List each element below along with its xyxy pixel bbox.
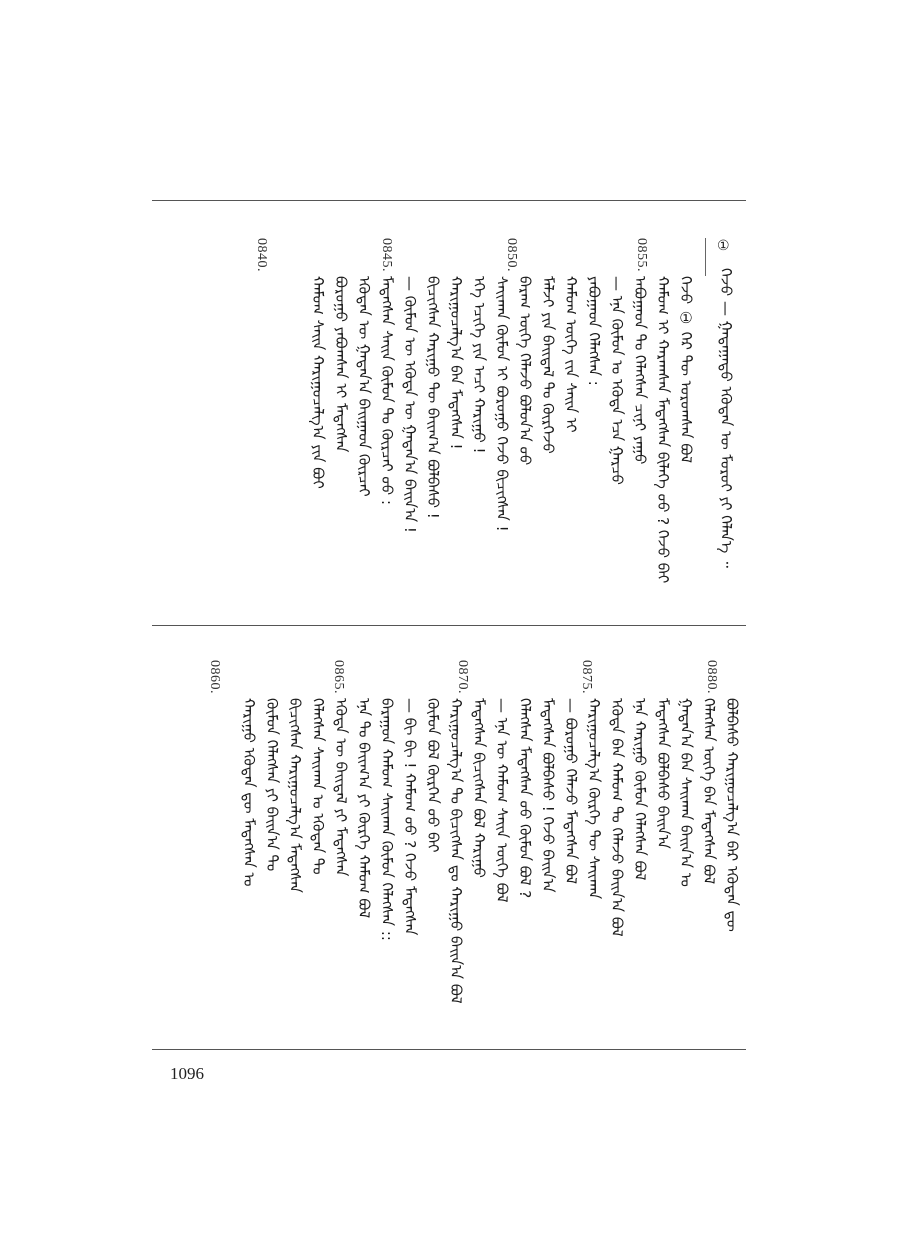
line-number: 0845.: [379, 238, 394, 272]
line-number: 0855.: [634, 238, 649, 272]
text-column: ᠪᠤᠷᠤᠭᠤ ᠶᠠᠪᠤᠭᠰᠠᠨ ᠢ ᠮᠡᠳᠡᠭᠰᠡᠨ: [332, 276, 350, 453]
text-column: ᠡᠨᠡ ᠲᠤ ᠪᠠᠢᠭ᠎ᠠ ᠶᠢ ᠬᠦᠷᠭᠡ ᠬᠠᠮᠤᠭ ᠪᠣᠯ: [355, 698, 373, 919]
text-column: ᠬᠡᠯᠡᠭᠰᠡᠨ ᠦᠭᠡ ᠪᠡᠨ ᠮᠡᠳᠡᠭᠰᠡᠨ ᠪᠣᠯ: [700, 698, 718, 885]
top-rule: [152, 200, 746, 201]
text-column: ᠪᠢᠴᠢᠭᠰᠡᠨ ᠬᠠᠷᠢᠭᠤᠴᠠᠯᠭ᠎ᠠ ᠮᠡᠳᠡᠭᠰᠡᠨ: [286, 698, 304, 893]
text-column: ᠡᠭᠦᠳᠡᠨ ᠦ ᠭᠠᠳᠠᠨ᠎ᠠ ᠪᠠᠢᠭᠠᠳ ᠬᠦᠷᠴᠡᠢ: [355, 276, 373, 497]
text-column: ᠮᠠᠯᠵᠢ ᠶᠢᠨ ᠪᠠᠢᠳᠠᠯ ᠲᠤ ᠬᠦᠷᠭᠡᠵᠦ: [539, 276, 557, 454]
text-column: ᠬᠡᠯᠡᠭᠰᠡᠨ ᠰᠠᠢᠬᠠᠨ ᠤ ᠡᠭᠦᠳᠡᠨ ᠲᠤ: [309, 698, 327, 875]
text-column: ᠬᠠᠮᠤᠭ ᠢ ᠬᠠᠷᠠᠭᠰᠠᠨ ᠮᠡᠳᠡᠭᠰᠡᠨ ᠪᠢᠯᠡᠭᠡ ᠦᠦ ? ᠭᠡᠵᠦ ᠪᠠᠢ: [654, 276, 672, 584]
text-column: — ᠬᠦᠮᠦᠨ ᠦ ᠡᠭᠦᠳᠡ ᠦ ᠭᠠᠳᠠᠨ᠎ᠠ ᠪᠠᠢᠨ᠎ᠠ !: [401, 276, 419, 533]
text-column: ᠡᠨᠡ ᠬᠠᠷᠢᠭᠤ ᠬᠦᠮᠦᠨ ᠬᠡᠯᠡᠭᠰᠡᠨ ᠪᠣᠯ: [631, 698, 649, 881]
text-column: ᠬᠠᠮᠤᠭ ᠰᠠᠢᠨ ᠬᠠᠷᠢᠭᠤᠴᠠᠯᠭ᠎ᠠ ᠶᠢᠨ ᠪᠤᠢ: [309, 276, 327, 489]
footnote-separator: [705, 238, 706, 276]
text-column: ᠮᠡᠳᠡᠭᠰᠡᠨ ᠪᠣᠯᠪᠠᠰᠤ ! ᠭᠡᠵᠦ ᠪᠠᠢᠨ᠎ᠠ: [539, 698, 557, 893]
text-column: ᠡᠭᠦᠳᠡ ᠦ ᠪᠠᠢᠳᠠᠯ ᠶᠢ ᠮᠡᠳᠡᠭᠰᠡᠨ: [332, 698, 350, 877]
text-column: ᠡᠭᠦᠳᠡ ᠪᠠᠨ ᠬᠠᠮᠤᠭ ᠲᠤ ᠬᠡᠯᠡᠵᠦ ᠪᠠᠢᠨ᠎ᠠ ᠪᠣᠯ: [608, 698, 626, 937]
text-column: — ᠡᠨᠡ ᠦ ᠬᠠᠮᠤᠭ ᠰᠠᠢᠨ ᠦᠭᠡ ᠪᠣᠯ: [493, 698, 511, 903]
top-text-panel: [250, 238, 740, 618]
line-number: 0865.: [331, 660, 346, 694]
text-column: ᠭᠠᠳᠠᠨ᠎ᠠ ᠪᠠᠨ ᠰᠠᠢᠬᠠᠨ ᠪᠠᠢᠨ᠎ᠠ ᠤ: [677, 698, 695, 887]
page-number: 1096: [170, 1064, 204, 1083]
text-column: ᠬᠠᠮᠤᠭ ᠦᠭᠡ ᠵᠢᠨ ᠰᠠᠢᠨ ᠢ: [562, 276, 580, 433]
line-number: 0880.: [704, 660, 719, 694]
text-column: ᠪᠠᠷᠠᠭ ᠦᠭᠡ ᠬᠡᠯᠡᠵᠦ ᠪᠣᠯᠤᠨ᠎ᠠ ᠦᠦ: [516, 276, 534, 466]
text-column: — ᠡᠨᠡ ᠬᠦᠮᠦᠨ ᠤ ᠡᠭᠦᠳᠡ ᠡᠴᠡ ᠭᠠᠷᠴᠤ: [608, 276, 626, 485]
text-column: ᠬᠠᠷᠢᠭᠤᠴᠠᠯᠭ᠎ᠠ ᠪᠠᠨ ᠮᠡᠳᠡᠭᠰᠡᠨ !: [447, 276, 465, 450]
line-number: 0870.: [455, 660, 470, 694]
footnote-text: ᠭᠡᠵᠦ — ᠭᠠᠳᠠᠭᠠᠳᠤ ᠡᠭᠦᠳᠡᠨ ᠦ ᠮᠤᠷᠤᠢ ᠶᠢ ᠬᠡᠯᠡᠨ᠎ᠡ ᠃: [717, 268, 735, 568]
text-column: ᠬᠦᠮᠦᠨ ᠬᠡᠯᠡᠭᠰᠡᠨ ᠶᠢ ᠪᠠᠢᠨ᠎ᠠ ᠲᠤ: [263, 698, 281, 872]
text-column: ᠪᠢᠴᠢᠭᠰᠡᠨ ᠬᠠᠷᠢᠭᠤ ᠲᠦ ᠪᠠᠢᠭ᠎ᠠ ᠪᠣᠯᠪᠠᠰᠤ !: [424, 276, 442, 519]
text-column: ᠬᠠᠷᠢᠭᠤᠴᠠᠯᠭ᠎ᠠ ᠬᠦᠷᠭᠡ ᠲᠦ ᠰᠠᠢᠬᠠᠨ: [585, 698, 603, 900]
line-number: 0840.: [254, 238, 269, 272]
text-column: — ᠪᠢ ᠪᠢ ! ᠬᠠᠮᠤᠭ ᠦᠦ ? ᠭᠡᠵᠦ ᠮᠡᠳᠡᠭᠰᠡᠨ: [401, 698, 419, 936]
text-column: ᠬᠠᠷᠢᠭᠤᠴᠠᠯᠭ᠎ᠠ ᠲᠤ ᠪᠢᠴᠢᠭᠰᠡᠨ ᠳᠤ ᠬᠠᠷᠢᠭᠤ ᠪᠠᠢᠨ᠎ᠠ ᠪᠣᠯ: [447, 698, 465, 1004]
text-column: ᠬᠡᠯᠡᠭᠰᠡᠨ ᠮᠡᠳᠡᠭᠰᠡᠨ ᠦᠦ ᠬᠦᠮᠦᠨ ᠪᠣᠯ ?: [516, 698, 534, 899]
line-number: 0860.: [207, 660, 222, 694]
text-column: ᠬᠦᠮᠦᠨ ᠪᠣᠯ ᠬᠦᠷᠭᠡᠨ ᠦᠦ ᠪᠠᠢ: [424, 698, 442, 853]
text-column: — ᠪᠤᠷᠤᠭᠤ ᠬᠡᠯᠡᠵᠦ ᠮᠡᠳᠡᠭᠰᠡᠨ ᠪᠣᠯ: [562, 698, 580, 884]
text-column: ᠶᠠᠪᠤᠭᠠᠳ ᠬᠡᠯᠡᠭᠰᠡᠨ :: [585, 276, 603, 386]
text-column: ᠠᠪᠤᠭᠠᠳ ᠲᠤ ᠬᠡᠯᠡᠭᠰᠡᠨ ᠴᠢᠨᠢ ᠶᠠᠭᠤ: [631, 276, 649, 465]
footnote-marker: ①: [717, 238, 730, 254]
bottom-rule: [152, 1049, 746, 1050]
text-column: ᠪᠣᠯᠪᠠᠰᠤ ᠬᠠᠷᠢᠭᠤᠴᠠᠯᠭ᠎ᠠ ᠪᠠᠷ ᠡᠭᠦᠳᠡᠨ ᠳᠦ: [723, 698, 741, 932]
text-column: ᠡᠬᠡ ᠡᠴᠢᠭᠡ ᠶᠢᠨ ᠠᠴᠢ ᠬᠠᠷᠢᠭᠤ !: [470, 276, 488, 454]
text-column: ᠰᠠᠢᠬᠠᠨ ᠬᠦᠮᠦᠨ ᠢ ᠪᠤᠷᠤᠭᠤ ᠭᠡᠵᠦ ᠪᠢᠴᠢᠭᠰᠡᠨ !: [493, 276, 511, 532]
text-column: ᠭᠡᠵᠦ ① ᠭᠡᠷ ᠲᠦ ᠣᠷᠣᠭᠰᠠᠨ ᠪᠣᠯ: [677, 276, 695, 464]
middle-rule: [152, 625, 746, 626]
text-column: ᠮᠡᠳᠡᠭᠰᠡᠨ ᠪᠣᠯᠪᠠᠰᠤ ᠪᠠᠢᠨ᠎ᠠ: [654, 698, 672, 849]
line-number: 0850.: [504, 238, 519, 272]
line-number: 0875.: [579, 660, 594, 694]
text-column: ᠬᠠᠷᠢᠭᠤ ᠡᠭᠦᠳᠡᠨ ᠳᠦ ᠮᠡᠳᠡᠭᠰᠡᠨ ᠤ: [240, 698, 258, 887]
bottom-text-panel: [178, 660, 740, 1030]
text-column: ᠮᠡᠳᠡᠭᠰᠡᠨ ᠪᠢᠴᠢᠭᠰᠡᠨ ᠪᠣᠯ ᠬᠠᠷᠢᠭᠤ: [470, 698, 488, 878]
text-column: ᠮᠡᠳᠡᠭᠰᠡᠨ ᠰᠠᠢᠨ ᠬᠦᠮᠦᠨ ᠲᠤ ᠬᠦᠷᠴᠡᠢ ᠦᠦ :: [378, 276, 396, 506]
text-column: ᠪᠠᠷᠠᠭᠤᠨ ᠬᠠᠮᠤᠭ ᠰᠠᠢᠬᠠᠨ ᠬᠦᠮᠦᠨ ᠬᠡᠯᠡᠭᠰᠡᠨ ::: [378, 698, 396, 941]
